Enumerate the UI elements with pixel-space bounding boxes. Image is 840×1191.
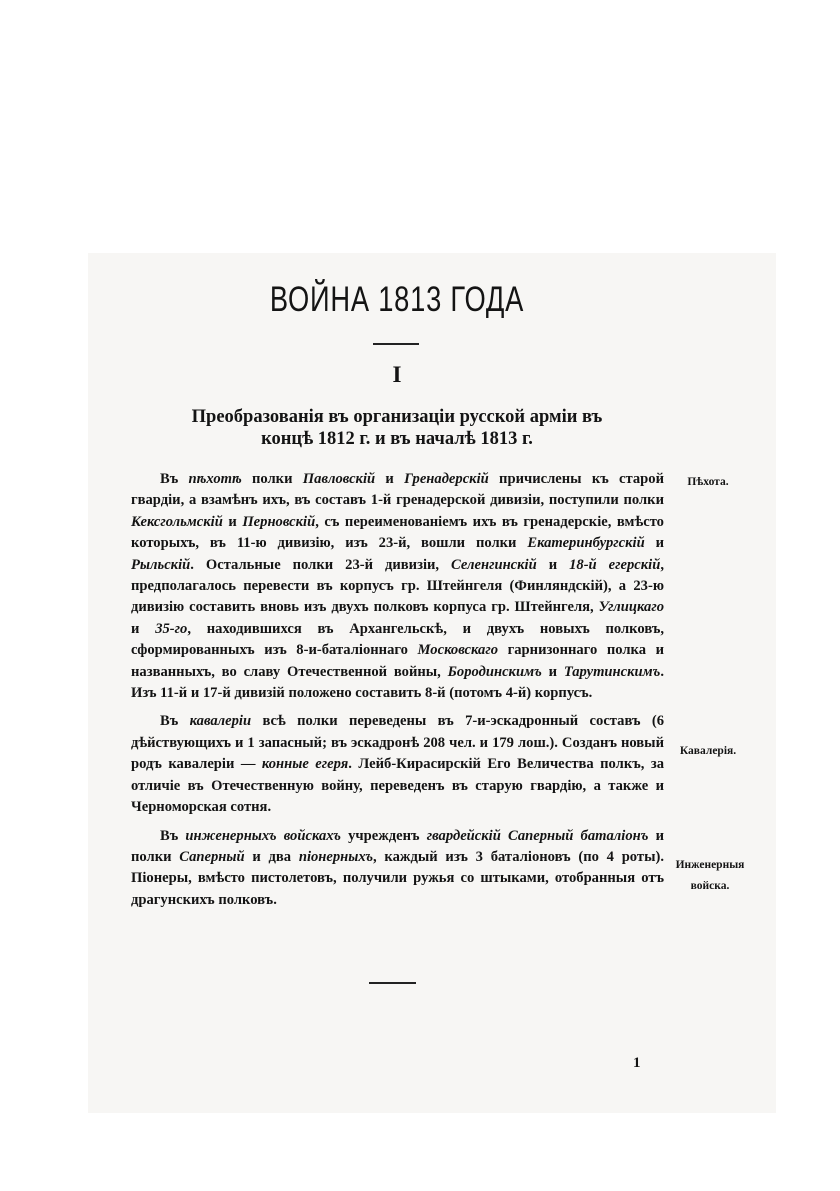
italic-term: Павловскій [302,471,376,487]
text-run: , предполагалось перевести въ корпусъ гр. Штейнгеля (Финляндскій), а 23-ю дивизію составить вновь изъ двухъ полковъ корпуса гр. Штейнгеля, [131,556,664,616]
text-run: , находившихся въ Архангельскѣ, и двухъ новыхъ полковъ, сформированныхъ изъ 8-и-баталіоннаго [131,620,665,659]
title-divider [373,343,419,345]
italic-term: Рыльскій [131,556,191,573]
text-run: и [222,513,243,530]
italic-term: Тарутинскимъ [563,663,661,680]
italic-term: Саперный [179,848,245,865]
text-run: учрежденъ [340,827,427,844]
section-heading [110,406,684,450]
text-run: причислены къ старой гвардіи, а взамѣнъ ихъ, въ составъ 1-й гренадерской дивизіи, поступили полки [131,471,664,509]
text-run: Въ [160,713,190,730]
text-run: и [644,535,664,552]
section-heading-line-1: Преобразованія въ организаціи русской арміи въ [191,407,603,427]
italic-term: кавалеріи [189,713,252,730]
text-run: , съ переименованіемъ ихъ въ гренадерскіе, вмѣсто которыхъ, въ 11-ю дивизію, изъ 23-й, вошли полки [131,513,664,552]
italic-term: Екатеринбургскій [527,535,645,552]
body-text [131,469,664,918]
text-run: и [375,471,405,487]
section-heading-line-2: концѣ 1812 г. и въ началѣ 1813 г. [261,429,533,449]
margin-note-infantry: Пѣхота. [687,476,729,488]
text-run: , каждый изъ 3 баталіоновъ (по 4 роты). Піонеры, вмѣсто пистолетовъ, получили ружья со штыками, отобранныя отъ драгунскихъ полковъ. [131,848,664,908]
italic-term: Селенгинскій [451,556,537,573]
italic-term: гвардейскій Саперный баталіонъ [426,827,649,844]
text-run: . Остальные полки 23-й дивизіи, [190,556,452,573]
text-run: и полки [131,827,665,865]
italic-term: Гренадерскій [404,471,489,487]
text-run: и два [244,848,299,865]
italic-term: конные егеря [261,756,349,773]
end-divider [369,982,416,984]
italic-term: пѣхотѣ [188,471,242,487]
paragraph-cavalry [131,711,664,818]
text-run: Въ [160,471,189,487]
italic-term: Московскаго [417,642,499,659]
margin-note-cavalry: Кавалерія. [679,745,737,757]
italic-term: піонерныхъ [298,848,374,865]
text-run: и [536,556,570,573]
text-run: гарнизоннаго полка и названныхъ, во славу Отечественной войны, [131,642,664,680]
italic-term: Углицкаго [598,599,664,616]
text-run: полки [241,471,303,487]
italic-term: 18-й егерскій [569,556,661,573]
text-run: и [541,663,564,680]
paragraph-engineers [131,826,664,912]
chapter-number: I [392,362,402,387]
page-number: 1 [633,1055,641,1071]
paragraph-infantry [131,469,664,704]
italic-term: инженерныхъ войскахъ [185,827,341,844]
text-run: и [131,620,156,637]
text-run: . Изъ 11-й и 17-й дивизій положено составить 8-й (потомъ 4-й) корпусъ. [131,663,664,702]
text-run: Въ [160,827,186,844]
italic-term: Перновскій [242,513,316,530]
italic-term: Кексгольмскій [131,513,223,530]
text-run: . Лейб-Кирасирскій Его Величества полкъ, за отличіе въ Отечественную войну, переведенъ въ старую гвардію, а также и Черноморская сотня. [131,756,665,816]
italic-term: 35-го [155,620,188,637]
text-run: всѣ полки переведены въ 7-и-эскадронный составъ (6 дѣйствующихъ и 1 запасный; въ эскадронѣ 208 чел. и 179 лош.). Созданъ новый родъ кавалеріи — [131,713,664,773]
margin-note-engineers: Инженерныя войска. [675,859,745,892]
page-title: ВОЙНА 1813 ГОДА [269,280,525,319]
italic-term: Бородинскимъ [447,663,542,680]
